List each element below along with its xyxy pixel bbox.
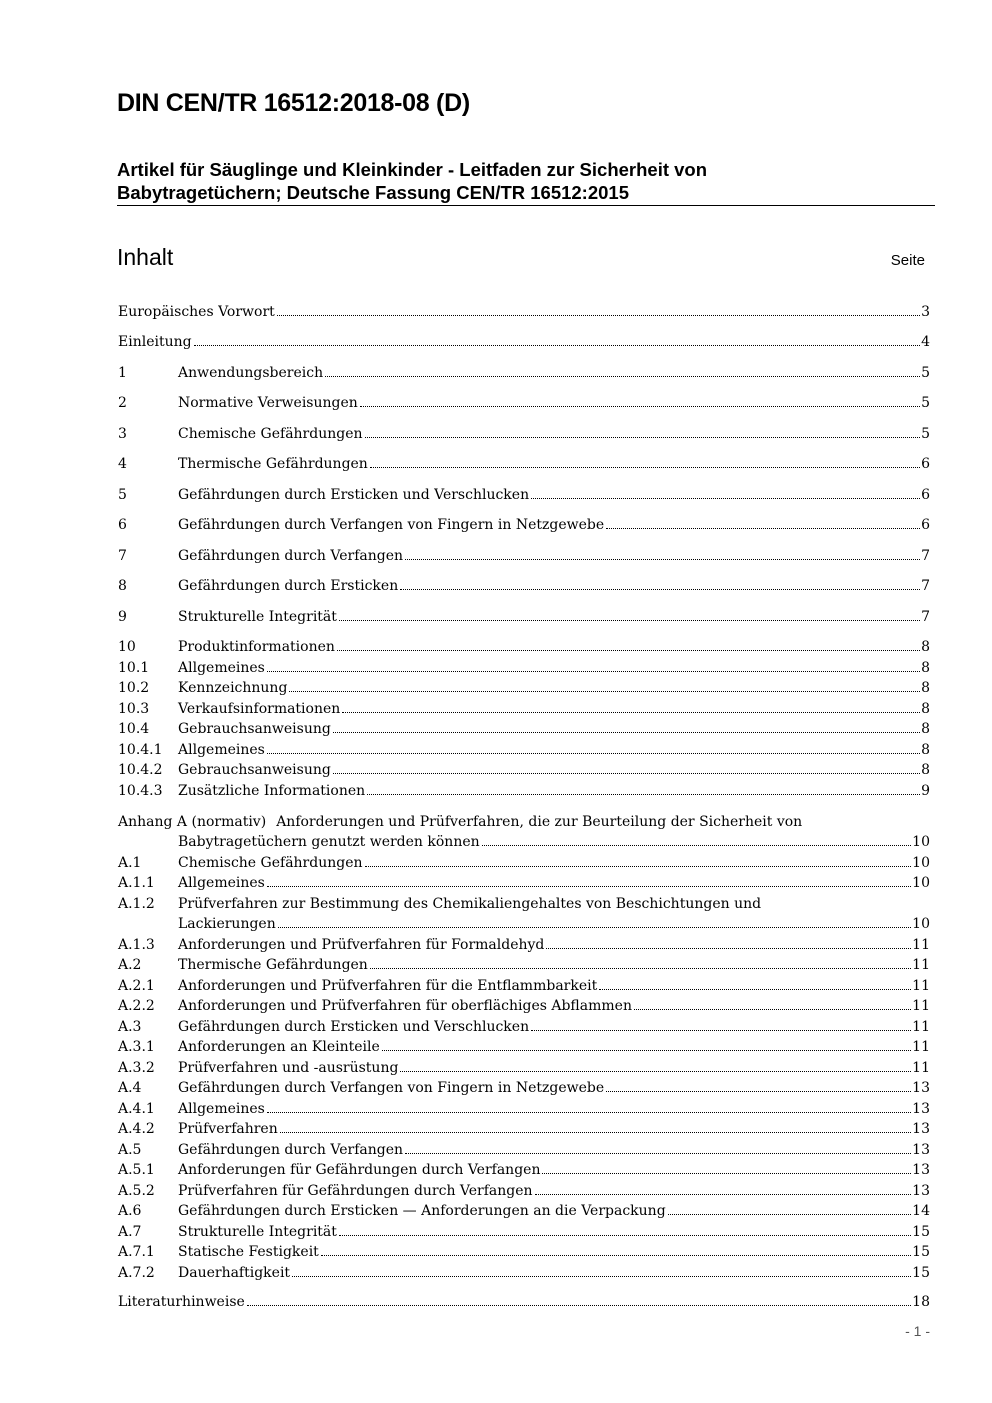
toc-entry-title: Anforderungen für Gefährdungen durch Verfangen <box>178 1162 541 1178</box>
leader-dots <box>339 620 920 621</box>
toc-entry-title: Anforderungen und Prüfverfahren für oberflächiges Abflammen <box>178 998 632 1014</box>
toc-entry[interactable] <box>118 515 930 535</box>
toc-entry-number: 3 <box>118 426 127 442</box>
toc-entry-number: A.3.2 <box>118 1060 155 1076</box>
toc-entry-title: Thermische Gefährdungen <box>178 957 368 973</box>
leader-dots <box>668 1214 912 1215</box>
toc-entry-title: Gefährdungen durch Verfangen von Fingern in Netzgewebe <box>178 517 605 533</box>
toc-annex-entry[interactable] <box>118 1201 930 1221</box>
toc-entry-title: Verkaufsinformationen <box>178 701 341 717</box>
toc-entry[interactable] <box>118 678 930 698</box>
toc-entry-page: 6 <box>921 487 930 503</box>
toc-entry-page: 10 <box>912 875 930 891</box>
toc-entry-title: Prüfverfahren zur Bestimmung des Chemikaliengehaltes von Beschichtungen und <box>178 896 762 912</box>
toc-entry-title: Allgemeines <box>178 875 265 891</box>
toc-annex-entry[interactable] <box>118 1037 930 1057</box>
toc-entry[interactable] <box>118 740 930 760</box>
toc-annex-entry[interactable] <box>118 935 930 955</box>
toc-entry-page: 7 <box>921 548 930 564</box>
toc-entry-page: 11 <box>912 957 930 973</box>
toc-annex-entry[interactable] <box>118 1140 930 1160</box>
toc-entry-title-cont: Lackierungen <box>178 916 276 932</box>
leader-dots <box>360 406 920 407</box>
leader-dots <box>370 968 911 969</box>
toc-entry-title: Allgemeines <box>178 742 265 758</box>
toc-entry-page: 7 <box>921 609 930 625</box>
toc-entry-page: 11 <box>912 1019 930 1035</box>
leader-dots <box>400 1071 911 1072</box>
toc-entry-title: Chemische Gefährdungen <box>178 426 363 442</box>
leader-dots <box>546 948 911 949</box>
toc-annex-entry[interactable] <box>118 1263 930 1283</box>
toc-annex-entry[interactable] <box>118 1058 930 1078</box>
toc-entry-number: A.4.2 <box>118 1121 155 1137</box>
leader-dots <box>333 732 920 733</box>
toc-annex-heading-cont[interactable] <box>178 832 930 852</box>
toc-entry-title: Kennzeichnung <box>178 680 288 696</box>
leader-dots <box>333 773 920 774</box>
toc-entry-page: 11 <box>912 1060 930 1076</box>
toc-entry-title: Gefährdungen durch Ersticken und Verschlucken <box>178 487 530 503</box>
leader-dots <box>531 498 920 499</box>
toc-entry-title: Europäisches Vorwort <box>118 304 275 320</box>
toc-entry-foreword[interactable] <box>118 302 930 322</box>
toc-entry-page: 13 <box>912 1080 930 1096</box>
toc-entry[interactable] <box>118 607 930 627</box>
toc-entry-number: 1 <box>118 365 127 381</box>
toc-entry-title: Strukturelle Integrität <box>178 1224 337 1240</box>
leader-dots <box>267 753 920 754</box>
leader-dots <box>400 589 920 590</box>
leader-dots <box>382 1050 911 1051</box>
document-title: DIN CEN/TR 16512:2018-08 (D) <box>117 89 470 117</box>
toc-entry-number: 10.2 <box>118 680 150 696</box>
toc-entry[interactable] <box>118 760 930 780</box>
leader-dots <box>482 845 912 846</box>
toc-entry-page: 8 <box>921 680 930 696</box>
toc-entry-number: A.4 <box>118 1080 142 1096</box>
toc-entry-page: 6 <box>921 517 930 533</box>
toc-entry-number: A.5.1 <box>118 1162 155 1178</box>
toc-entry-page: 11 <box>912 978 930 994</box>
toc-entry-title: Normative Verweisungen <box>178 395 358 411</box>
toc-entry-title: Thermische Gefährdungen <box>178 456 368 472</box>
toc-entry[interactable] <box>118 699 930 719</box>
toc-entry-page: 8 <box>921 660 930 676</box>
toc-entry-page: 14 <box>912 1203 930 1219</box>
toc-entry-number: A.3.1 <box>118 1039 155 1055</box>
toc-annex-entry-cont[interactable] <box>178 914 930 934</box>
toc-entry-title: Zusätzliche Informationen <box>178 783 366 799</box>
toc-annex-entry[interactable] <box>118 976 930 996</box>
toc-annex-entry[interactable] <box>118 1078 930 1098</box>
leader-dots <box>531 1030 911 1031</box>
toc-entry-title: Gefährdungen durch Ersticken — Anforderungen an die Verpackung <box>178 1203 666 1219</box>
toc-entry[interactable] <box>118 719 930 739</box>
leader-dots <box>606 528 920 529</box>
toc-annex-entry[interactable] <box>118 996 930 1016</box>
toc-entry-title: Prüfverfahren <box>178 1121 278 1137</box>
toc-entry[interactable] <box>118 658 930 678</box>
toc-entry-page: 13 <box>912 1101 930 1117</box>
toc-entry-title: Gefährdungen durch Verfangen <box>178 548 404 564</box>
leader-dots <box>277 315 920 316</box>
leader-dots <box>321 1255 911 1256</box>
toc-entry-number: A.7.2 <box>118 1265 155 1281</box>
toc-entry-page: 8 <box>921 742 930 758</box>
toc-entry[interactable] <box>118 781 930 801</box>
toc-entry-page: 18 <box>912 1294 930 1310</box>
toc-annex-entry[interactable] <box>118 894 930 914</box>
toc-entry-number: 7 <box>118 548 127 564</box>
toc-entry-page: 8 <box>921 701 930 717</box>
toc-entry-page: 5 <box>921 365 930 381</box>
toc-entry[interactable] <box>118 637 930 657</box>
leader-dots <box>247 1305 911 1306</box>
leader-dots <box>267 886 911 887</box>
toc-entry-number: 10.1 <box>118 660 150 676</box>
toc-entry-page: 11 <box>912 937 930 953</box>
leader-dots <box>367 794 920 795</box>
toc-entry-title: Allgemeines <box>178 1101 265 1117</box>
leader-dots <box>194 345 921 346</box>
toc-entry-number: 8 <box>118 578 127 594</box>
toc-entry-number: A.1.1 <box>118 875 155 891</box>
toc-entry-page: 15 <box>912 1265 930 1281</box>
toc-entry-number: 10.4 <box>118 721 150 737</box>
toc-entry[interactable] <box>118 424 930 444</box>
leader-dots <box>634 1009 911 1010</box>
toc-entry-title: Dauerhaftigkeit <box>178 1265 291 1281</box>
toc-entry-number: 6 <box>118 517 127 533</box>
toc-entry-title: Gefährdungen durch Verfangen von Fingern in Netzgewebe <box>178 1080 605 1096</box>
leader-dots <box>337 650 920 651</box>
toc-annex-entry[interactable] <box>118 1242 930 1262</box>
toc-entry-number: A.1.3 <box>118 937 155 953</box>
toc-entry-title: Gebrauchsanweisung <box>178 762 331 778</box>
toc-entry-title: Gefährdungen durch Ersticken <box>178 578 399 594</box>
toc-entry-number: A.2.1 <box>118 978 155 994</box>
toc-entry-page: 11 <box>912 998 930 1014</box>
toc-entry-page: 13 <box>912 1121 930 1137</box>
leader-dots <box>365 437 921 438</box>
toc-entry-number: 10 <box>118 639 136 655</box>
toc-entry-title: Gebrauchsanweisung <box>178 721 331 737</box>
toc-entry-title: Produktinformationen <box>178 639 335 655</box>
toc-entry-page: 10 <box>912 916 930 932</box>
toc-entry[interactable] <box>118 393 930 413</box>
toc-entry-page: 10 <box>912 834 930 850</box>
leader-dots <box>606 1091 911 1092</box>
toc-entry-number: A.7 <box>118 1224 142 1240</box>
annex-title-line-1: Anforderungen und Prüfverfahren, die zur Beurteilung der Sicherheit von <box>276 814 803 830</box>
toc-entry[interactable] <box>118 546 930 566</box>
leader-dots <box>342 712 920 713</box>
toc-entry-page: 15 <box>912 1224 930 1240</box>
toc-entry-number: 9 <box>118 609 127 625</box>
toc-entry-page: 8 <box>921 639 930 655</box>
toc-entry-title: Gefährdungen durch Verfangen <box>178 1142 404 1158</box>
toc-entry-page: 8 <box>921 721 930 737</box>
toc-entry-number: A.7.1 <box>118 1244 155 1260</box>
toc-entry-page: 8 <box>921 762 930 778</box>
toc-entry-number: 10.4.3 <box>118 783 163 799</box>
toc-annex-entry[interactable] <box>118 1119 930 1139</box>
toc-entry-page: 11 <box>912 1039 930 1055</box>
toc-entry-title: Anforderungen an Kleinteile <box>178 1039 380 1055</box>
leader-dots <box>325 376 920 377</box>
toc-entry-number: A.4.1 <box>118 1101 155 1117</box>
header-divider <box>117 205 935 206</box>
leader-dots <box>370 467 920 468</box>
toc-annex-entry[interactable] <box>118 1222 930 1242</box>
annex-label: Anhang A (normativ) <box>118 814 267 830</box>
toc-heading: Inhalt <box>117 244 174 270</box>
toc-annex-entry[interactable] <box>118 873 930 893</box>
toc-entry-number: A.5 <box>118 1142 142 1158</box>
leader-dots <box>365 866 912 867</box>
toc-entry-page: 9 <box>921 783 930 799</box>
toc-annex-entry[interactable] <box>118 1017 930 1037</box>
toc-entry-title: Allgemeines <box>178 660 265 676</box>
toc-entry-number: A.6 <box>118 1203 142 1219</box>
toc-entry[interactable] <box>118 363 930 383</box>
toc-entry-number: 2 <box>118 395 127 411</box>
leader-dots <box>289 691 920 692</box>
toc-entry-page: 5 <box>921 395 930 411</box>
leader-dots <box>405 559 920 560</box>
toc-entry-number: 10.4.1 <box>118 742 163 758</box>
toc-entry-page: 10 <box>912 855 930 871</box>
toc-entry-page: 6 <box>921 456 930 472</box>
leader-dots <box>542 1173 911 1174</box>
toc-entry[interactable] <box>118 485 930 505</box>
toc-entry-title: Gefährdungen durch Ersticken und Verschlucken <box>178 1019 530 1035</box>
toc-entry-title: Anforderungen und Prüfverfahren für die Entflammbarkeit <box>178 978 598 994</box>
toc-page-column-label: Seite <box>890 252 925 269</box>
annex-title-line-2: Babytragetüchern genutzt werden können <box>178 834 480 850</box>
subtitle-line-2: Babytragetüchern; Deutsche Fassung CEN/TR 16512:2015 <box>117 182 630 203</box>
leader-dots <box>339 1235 911 1236</box>
toc-entry-title: Einleitung <box>118 334 192 350</box>
toc-entry-title: Anwendungsbereich <box>178 365 324 381</box>
toc-annex-entry[interactable] <box>118 1099 930 1119</box>
toc-entry-page: 3 <box>921 304 930 320</box>
toc-entry-number: A.5.2 <box>118 1183 155 1199</box>
toc-annex-heading[interactable] <box>118 812 930 832</box>
subtitle-line-1: Artikel für Säuglinge und Kleinkinder - Leitfaden zur Sicherheit von <box>117 159 708 180</box>
page-number: - 1 - <box>905 1323 930 1339</box>
toc-annex-entry[interactable] <box>118 955 930 975</box>
leader-dots <box>292 1276 911 1277</box>
toc-entry-page: 13 <box>912 1162 930 1178</box>
leader-dots <box>599 989 911 990</box>
toc-entry[interactable] <box>118 454 930 474</box>
toc-entry-number: A.3 <box>118 1019 142 1035</box>
document-subtitle <box>117 158 707 204</box>
toc-annex-entry[interactable] <box>118 1181 930 1201</box>
toc-entry-number: A.1.2 <box>118 896 155 912</box>
toc-entry-page: 5 <box>921 426 930 442</box>
toc-entry-introduction[interactable] <box>118 332 930 352</box>
toc-entry[interactable] <box>118 576 930 596</box>
toc-entry-number: 5 <box>118 487 127 503</box>
toc-entry-title: Prüfverfahren für Gefährdungen durch Verfangen <box>178 1183 533 1199</box>
toc-entry-bibliography[interactable] <box>118 1292 930 1312</box>
toc-entry-title: Strukturelle Integrität <box>178 609 337 625</box>
leader-dots <box>535 1194 912 1195</box>
toc-annex-entry[interactable] <box>118 853 930 873</box>
toc-entry-number: A.2.2 <box>118 998 155 1014</box>
leader-dots <box>267 1112 911 1113</box>
toc-entry-page: 13 <box>912 1183 930 1199</box>
toc-entry-title: Anforderungen und Prüfverfahren für Formaldehyd <box>178 937 545 953</box>
leader-dots <box>280 1132 911 1133</box>
leader-dots <box>267 671 920 672</box>
toc-entry-page: 7 <box>921 578 930 594</box>
leader-dots <box>405 1153 911 1154</box>
toc-annex-entry[interactable] <box>118 1160 930 1180</box>
toc-entry-title: Literaturhinweise <box>118 1294 245 1310</box>
toc-entry-page: 4 <box>921 334 930 350</box>
toc-entry-title: Prüfverfahren und -ausrüstung <box>178 1060 399 1076</box>
toc-entry-page: 13 <box>912 1142 930 1158</box>
toc-entry-number: A.2 <box>118 957 142 973</box>
toc-entry-number: 10.4.2 <box>118 762 163 778</box>
toc-entry-number: 10.3 <box>118 701 150 717</box>
toc-entry-title: Chemische Gefährdungen <box>178 855 363 871</box>
toc-entry-page: 15 <box>912 1244 930 1260</box>
toc-entry-number: 4 <box>118 456 127 472</box>
toc-entry-number: A.1 <box>118 855 142 871</box>
leader-dots <box>278 927 911 928</box>
toc-entry-title: Statische Festigkeit <box>178 1244 319 1260</box>
